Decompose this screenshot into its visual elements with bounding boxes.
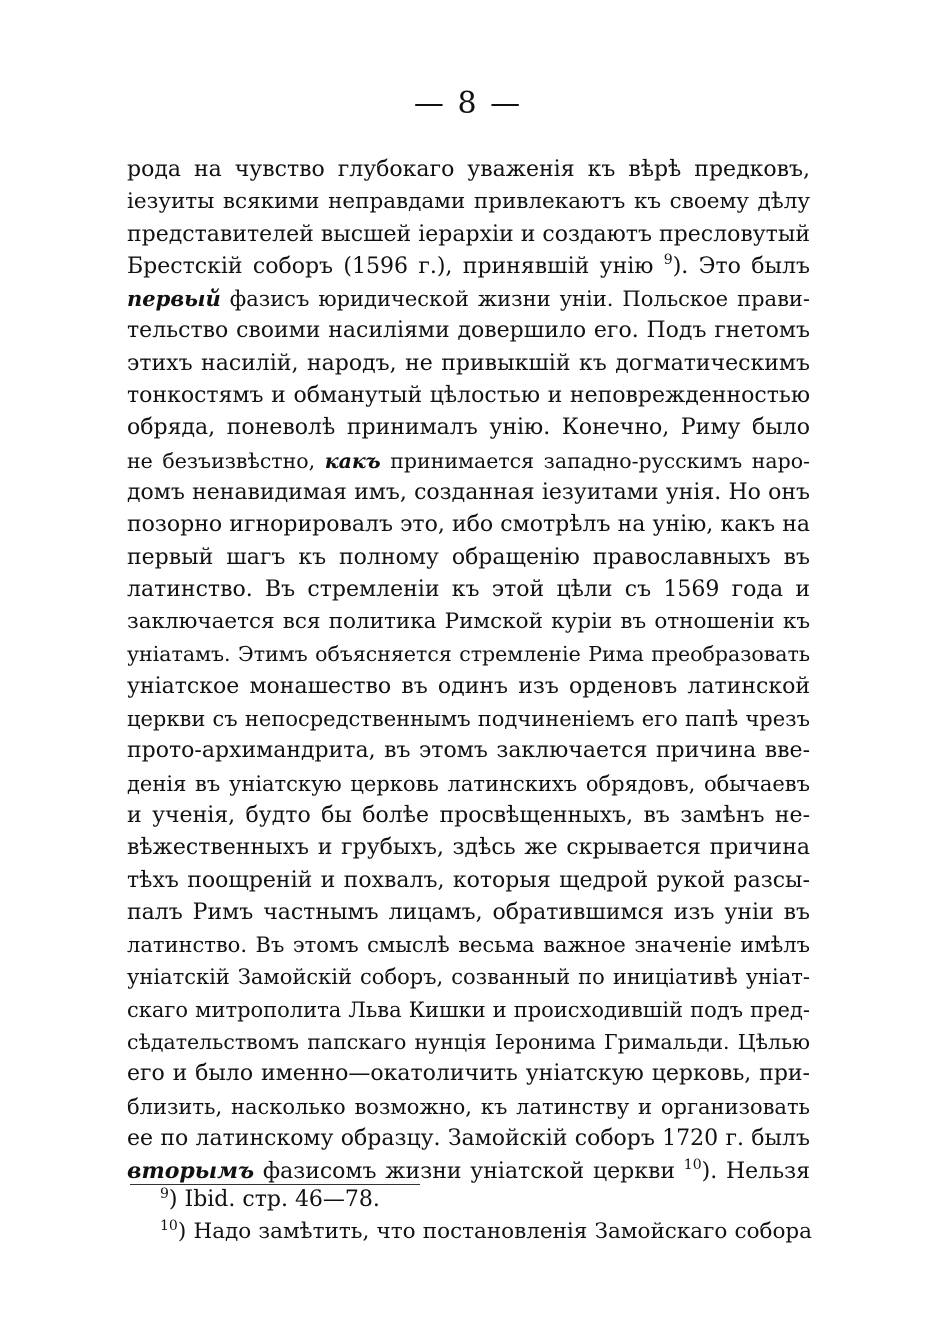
text-segment: тонкостямъ и обманутый цѣлостью и неповрежденностью: [127, 383, 810, 409]
text-line: [127, 251, 810, 283]
text-segment: близить, насколько возможно, къ латинству и организовать: [127, 1094, 810, 1119]
text-segment: ). Это былъ: [672, 253, 810, 279]
text-line: [127, 477, 810, 509]
emphasized-word: вторымъ: [127, 1158, 255, 1185]
text-line: [127, 1155, 810, 1187]
text-line: [127, 671, 810, 703]
text-segment: скаго митрополита Льва Кишки и происходившій подъ пред-: [127, 997, 810, 1022]
text-line: [127, 994, 810, 1026]
text-segment: его и было именно—окатоличить уніатскую церковь, при-: [127, 1061, 810, 1087]
text-segment: и ученія, будто бы болѣе просвѣщенныхъ, въ замѣнъ не-: [127, 802, 810, 828]
footnote-text: ) Надо замѣтить, что постановленія Замойскаго собора: [177, 1219, 812, 1244]
text-line: [127, 509, 810, 541]
text-line: [127, 412, 810, 444]
text-line: [127, 768, 810, 800]
text-line: [127, 348, 810, 380]
text-segment: заключается вся политика Римской куріи въ отношеніи къ: [127, 609, 810, 635]
text-segment: тѣхъ поощреній и похвалъ, которыя щедрой рукой разсы-: [127, 867, 810, 893]
text-segment: фазисъ юридической жизни уніи. Польское прави-: [220, 287, 810, 312]
text-segment: фазисомъ жизни уніатской церкви: [254, 1159, 684, 1185]
footnote-reference: 10: [683, 1157, 702, 1174]
text-segment: рода на чувство глубокаго уваженія къ вѣрѣ предковъ,: [127, 157, 810, 182]
footnote-reference: 9: [663, 251, 673, 268]
footnote-10: [160, 1216, 812, 1248]
text-segment: уніатское монашество въ одинъ изъ орденовъ латинской: [127, 673, 810, 699]
text-line: [127, 315, 810, 347]
page-number: — 8 —: [413, 86, 523, 121]
text-line: [127, 897, 810, 929]
text-line: [127, 638, 810, 670]
text-segment: прото-архимандрита, въ этомъ заключается причина вве-: [127, 738, 810, 764]
text-line: [127, 542, 810, 574]
text-segment: ее по латинскому образцу. Замойскій соборъ 1720 г. былъ: [127, 1125, 810, 1151]
text-line: [127, 961, 810, 993]
body-text: [127, 154, 810, 1188]
text-segment: обряда, поневолѣ принималъ унію. Конечно, Риму было: [127, 415, 810, 441]
text-segment: латинство. Въ стремленіи къ этой цѣли съ 1569 года и: [127, 576, 810, 602]
text-line: [127, 703, 810, 735]
text-segment: первый шагъ къ полному обращенію православныхъ въ: [127, 544, 810, 570]
text-segment: этихъ насилій, народъ, не привыкшій къ догматическимъ: [127, 350, 810, 376]
text-line: [127, 219, 810, 251]
text-segment: сѣдательствомъ папскаго нунція Іеронима Гримальди. Цѣлью: [127, 1030, 810, 1055]
text-line: [127, 606, 810, 638]
text-line: [127, 283, 810, 315]
text-line: [127, 1091, 810, 1123]
footnote-marker: 10: [160, 1218, 178, 1234]
text-segment: принимается западно-русскимъ наро-: [380, 448, 810, 473]
text-segment: латинство. Въ этомъ смыслѣ весьма важное значеніе имѣлъ: [127, 933, 810, 958]
text-segment: домъ ненавидимая имъ, созданная іезуитами унія. Но онъ: [127, 479, 810, 505]
footnote-text: ) Ibid. стр. 46—78.: [168, 1187, 380, 1212]
text-segment: тельство своими насиліями довершило его. Подъ гнетомъ: [127, 318, 810, 344]
text-line: [127, 1026, 810, 1058]
text-segment: позорно игнорировалъ это, ибо смотрѣлъ на унію, какъ на: [127, 512, 810, 538]
text-segment: палъ Римъ частнымъ лицамъ, обратившимся изъ уніи въ: [127, 899, 810, 925]
text-segment: уніатамъ. Этимъ объясняется стремленіе Рима преобразовать: [127, 642, 810, 667]
text-segment: Брестскій соборъ (1596 г.), принявшій унію: [127, 253, 664, 279]
text-segment: вѣжественныхъ и грубыхъ, здѣсь же скрывается причина: [127, 835, 810, 861]
text-line: [127, 1123, 810, 1155]
text-segment: церкви съ непосредственнымъ подчиненіемъ его папѣ чрезъ: [127, 707, 810, 732]
emphasized-word: какъ: [324, 448, 381, 473]
emphasized-word: первый: [127, 286, 221, 312]
text-segment: ). Нельзя: [701, 1159, 811, 1185]
text-line: [127, 865, 810, 897]
text-segment: денія въ уніатскую церковь латинскихъ обрядовъ, обычаевъ: [127, 771, 810, 796]
text-line: [127, 186, 810, 218]
text-line: [127, 445, 810, 477]
text-line: [127, 1058, 810, 1090]
footnote-marker: 9: [160, 1186, 169, 1202]
text-line: [127, 380, 810, 412]
text-segment: представителей высшей іерархіи и создаютъ пресловутый: [127, 221, 810, 247]
text-line: [127, 832, 810, 864]
footnote-9: [160, 1184, 812, 1216]
text-line: [127, 800, 810, 832]
text-segment: не безъизвѣстно,: [127, 448, 325, 473]
text-line: [127, 929, 810, 961]
text-segment: іезуиты всякими неправдами привлекаютъ къ своему дѣлу: [127, 189, 810, 215]
footnotes: [160, 1184, 812, 1248]
text-line: [127, 154, 810, 186]
text-segment: уніатскій Замойскій соборъ, созванный по иниціативѣ уніат-: [127, 965, 810, 990]
text-line: [127, 574, 810, 606]
text-line: [127, 735, 810, 767]
